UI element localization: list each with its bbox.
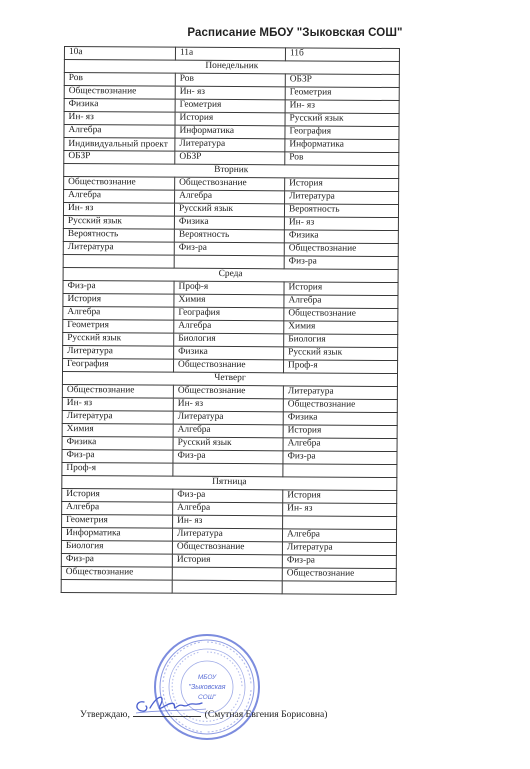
table-cell	[282, 581, 396, 595]
table-cell: История	[63, 293, 174, 307]
table-cell: Русский язык	[284, 347, 398, 361]
table-cell: Физ-ра	[62, 449, 173, 463]
table-cell: Русский язык	[63, 215, 174, 229]
table-cell: Ин- яз	[175, 86, 285, 100]
table-cell: Химия	[284, 321, 398, 335]
table-cell: Алгебра	[173, 502, 283, 516]
table-cell: Химия	[62, 423, 173, 437]
table-cell: Информатика	[285, 139, 399, 153]
table-cell: Алгебра	[283, 438, 397, 452]
approve-label: Утверждаю,	[80, 709, 130, 720]
table-cell: Обществознание	[62, 384, 173, 398]
table-cell: ОБЗР	[285, 74, 399, 88]
table-cell: Физ-ра	[61, 553, 172, 567]
table-cell	[61, 579, 172, 593]
day-name: Четверг	[62, 371, 397, 386]
table-cell: Проф-я	[62, 462, 173, 476]
table-cell: Ин- яз	[63, 203, 174, 217]
table-cell: Физика	[284, 230, 398, 244]
table-cell: Обществознание	[61, 566, 172, 580]
table-cell: Физика	[283, 412, 397, 426]
table-cell	[172, 580, 282, 594]
table-cell: Обществознание	[283, 399, 397, 413]
table-cell: Физ-ра	[284, 256, 398, 270]
table-cell: Обществознание	[64, 177, 175, 191]
table-cell: География	[174, 307, 284, 321]
table-cell: Обществознание	[282, 568, 396, 582]
table-cell: Ров	[285, 152, 399, 166]
table-cell: Литература	[282, 542, 396, 556]
table-cell: Алгебра	[284, 295, 398, 309]
day-name: Пятница	[62, 475, 397, 490]
table-cell: Алгебра	[64, 190, 175, 204]
table-cell: Ин- яз	[64, 112, 175, 126]
table-cell: Обществознание	[173, 385, 283, 399]
table-cell: История	[283, 425, 397, 439]
table-cell: Обществознание	[64, 86, 175, 100]
day-name: Понедельник	[64, 60, 399, 75]
table-cell: История	[62, 488, 173, 502]
table-cell: Вероятность	[174, 229, 284, 243]
table-cell	[173, 463, 283, 477]
table-row	[61, 579, 396, 594]
table-cell: Литература	[285, 191, 399, 205]
table-cell: Геометрия	[175, 99, 285, 113]
table-cell: Обществознание	[284, 243, 398, 257]
table-cell	[63, 254, 174, 268]
table-cell: Проф-я	[284, 360, 398, 374]
table-cell	[283, 464, 397, 478]
table-cell: 11б	[285, 48, 399, 62]
table-cell: Алгебра	[282, 529, 396, 543]
table-cell: Алгебра	[64, 125, 175, 139]
table-cell: Вероятность	[284, 204, 398, 218]
table-cell: Алгебра	[63, 306, 174, 320]
table-cell: Алгебра	[62, 501, 173, 515]
table-cell: 11а	[175, 47, 285, 61]
table-cell: Биология	[174, 333, 284, 347]
stamp-text-1: МБОУ	[197, 674, 217, 681]
table-cell: Литература	[63, 241, 174, 255]
approval-line	[80, 707, 327, 720]
signer-name: (Смутная Евгения Борисовна)	[204, 709, 328, 720]
table-cell: Химия	[174, 294, 284, 308]
table-cell: Литература	[172, 528, 282, 542]
table-cell: Биология	[61, 540, 172, 554]
table-cell: Алгебра	[173, 424, 283, 438]
table-cell: География	[63, 358, 174, 372]
table-cell: Алгебра	[174, 320, 284, 334]
table-cell: Физ-ра	[173, 450, 283, 464]
table-cell: Ин- яз	[283, 503, 397, 517]
table-cell: Обществознание	[172, 541, 282, 555]
school-stamp	[152, 632, 262, 742]
table-cell: Ин- яз	[284, 217, 398, 231]
table-cell: Обществознание	[174, 359, 284, 373]
table-cell: Физика	[64, 99, 175, 113]
table-cell: Физика	[62, 436, 173, 450]
table-cell: Ин- яз	[173, 398, 283, 412]
table-cell: Русский язык	[174, 203, 284, 217]
table-cell: Литература	[173, 411, 283, 425]
table-cell: Геометрия	[285, 87, 399, 101]
table-cell: Ин- яз	[62, 397, 173, 411]
table-cell: Геометрия	[63, 319, 174, 333]
table-cell: География	[285, 126, 399, 140]
table-cell: Информатика	[175, 125, 285, 139]
table-cell: Русский язык	[285, 113, 399, 127]
table-cell: Литература	[62, 410, 173, 424]
table-cell: 10а	[64, 47, 175, 61]
table-cell	[283, 516, 397, 530]
table-cell: Литература	[283, 386, 397, 400]
table-cell: ОБЗР	[175, 151, 285, 165]
table-cell: Физ-ра	[283, 451, 397, 465]
table-cell: История	[172, 554, 282, 568]
stamp-text-3: СОШ"	[198, 694, 216, 701]
schedule-table	[61, 46, 400, 595]
table-cell: Физика	[174, 346, 284, 360]
table-cell: Ин- яз	[173, 515, 283, 529]
table-cell: Русский язык	[173, 437, 283, 451]
table-cell	[174, 255, 284, 269]
table-cell: История	[283, 490, 397, 504]
table-cell: Биология	[284, 334, 398, 348]
table-cell: История	[285, 178, 399, 192]
table-cell: ОБЗР	[64, 151, 175, 165]
table-cell	[172, 567, 282, 581]
table-cell: Обществознание	[175, 177, 285, 191]
table-cell: Алгебра	[175, 190, 285, 204]
table-cell: Литература	[63, 345, 174, 359]
table-cell: Обществознание	[284, 308, 398, 322]
table-cell: Физ-ра	[63, 280, 174, 294]
table-cell: Ров	[175, 73, 285, 87]
table-cell: Проф-я	[174, 281, 284, 295]
day-name: Вторник	[64, 164, 399, 179]
table-cell: Геометрия	[62, 514, 173, 528]
day-name: Среда	[63, 267, 398, 282]
table-cell: Физика	[174, 216, 284, 230]
table-cell: Информатика	[61, 527, 172, 541]
table-cell: Ин- яз	[285, 100, 399, 114]
table-cell: Физ-ра	[174, 242, 284, 256]
stamp-text-2: "Зыковская	[188, 684, 226, 691]
table-cell: Физ-ра	[173, 489, 283, 503]
page-title: Расписание МБОУ "Зыковская СОШ"	[187, 27, 403, 39]
table-cell: Русский язык	[63, 332, 174, 346]
table-cell: История	[284, 282, 398, 296]
table-cell: Ров	[64, 73, 175, 87]
table-cell: Индивидуальный проект	[64, 138, 175, 152]
table-cell: Физ-ра	[282, 555, 396, 569]
signature-line	[133, 707, 201, 717]
table-cell: Вероятность	[63, 228, 174, 242]
table-cell: История	[175, 112, 285, 126]
table-cell: Литература	[175, 138, 285, 152]
